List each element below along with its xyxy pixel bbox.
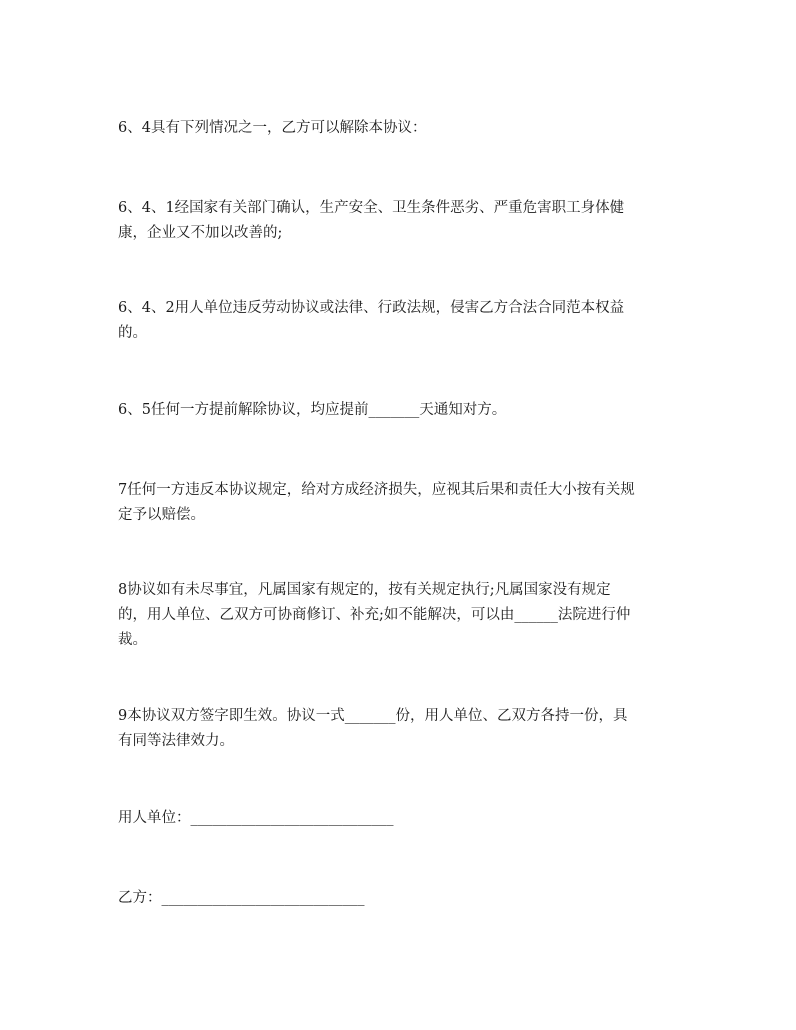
clause-6-4-1	[118, 196, 678, 246]
clause-8	[118, 578, 678, 653]
clause-6-4-2	[118, 296, 678, 346]
employer-signature-line: 用人单位：____________________________	[118, 810, 394, 826]
text-line: 6、4、1经国家有关部门确认，生产安全、卫生条件恶劣、严重危害职工身体健	[118, 200, 625, 216]
text-line: 的，用人单位、乙双方可协商修订、补充;如不能解决，可以由______法院进行仲	[118, 607, 631, 623]
party-b-signature-line: 乙方：____________________________	[118, 890, 365, 906]
text-line: 6、5任何一方提前解除协议，均应提前_______天通知对方。	[118, 402, 507, 418]
clause-6-5	[118, 398, 678, 423]
text-line: 6、4、2用人单位违反劳动协议或法律、行政法规，侵害乙方合法合同范本权益	[118, 300, 625, 316]
text-line: 9本协议双方签字即生效。协议一式_______份，用人单位、乙双方各持一份，具	[118, 708, 628, 724]
text-line: 有同等法律效力。	[118, 733, 234, 749]
text-line: 的。	[118, 325, 147, 341]
clause-9	[118, 704, 678, 754]
text-line: 8协议如有未尽事宜，凡属国家有规定的，按有关规定执行;凡属国家没有规定	[118, 582, 611, 598]
clause-6-4	[118, 116, 678, 141]
text-line: 康，企业又不加以改善的;	[118, 225, 283, 241]
text-line: 定予以赔偿。	[118, 507, 205, 523]
text-line: 7任何一方违反本协议规定，给对方成经济损失，应视其后果和责任大小按有关规	[118, 482, 635, 498]
text-line: 6、4具有下列情况之一，乙方可以解除本协议：	[118, 120, 427, 136]
text-line: 裁。	[118, 632, 147, 648]
clause-7	[118, 478, 678, 528]
